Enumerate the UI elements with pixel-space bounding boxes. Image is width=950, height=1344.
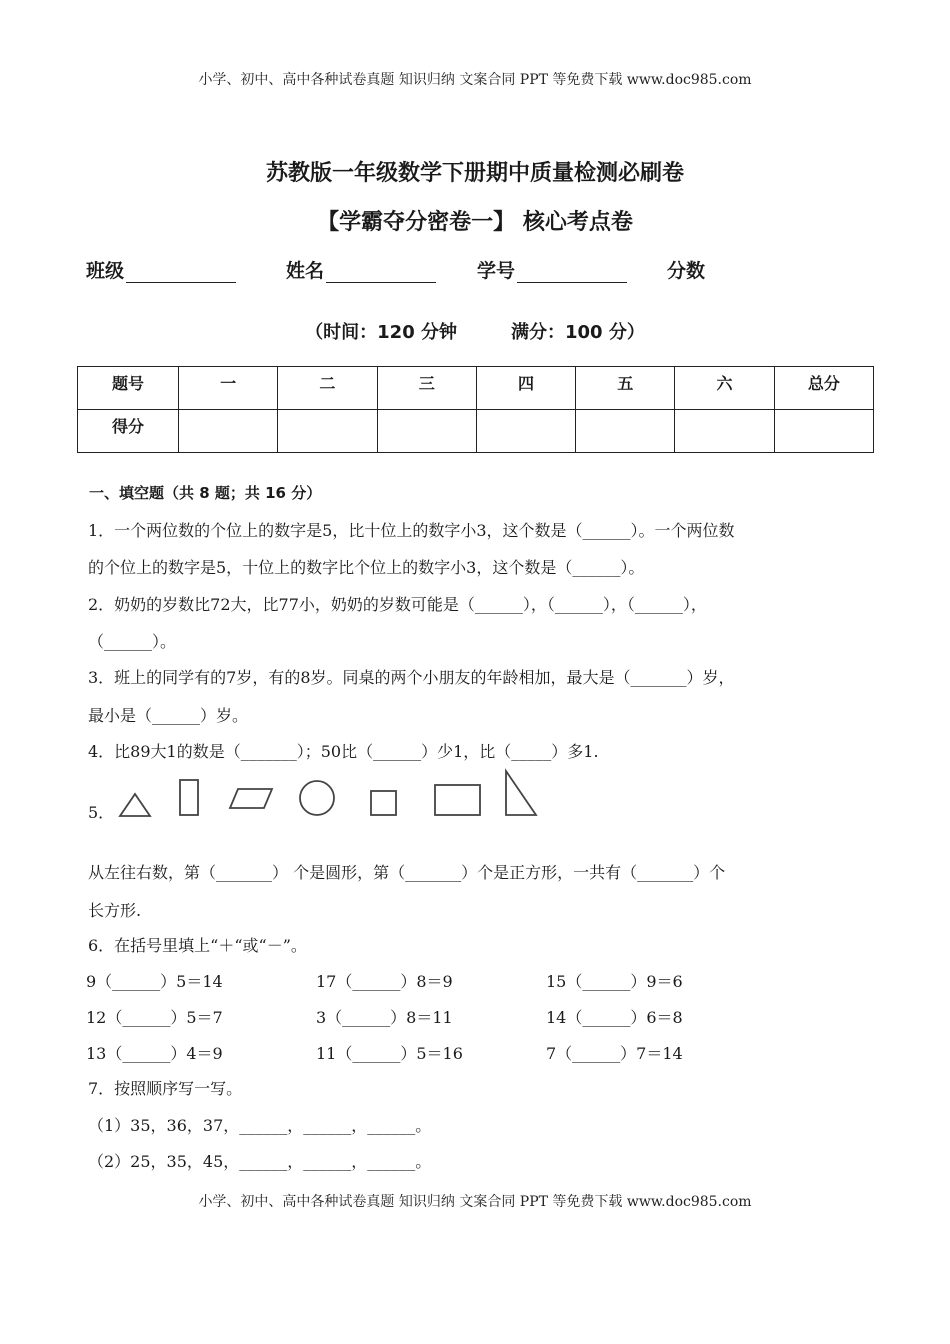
question-1-line-1: 1．一个两位数的个位上的数字是5，比十位上的数字小3，这个数是（______）。一个两位数: [88, 521, 735, 540]
score-cell[interactable]: [774, 410, 873, 453]
wide-rectangle-icon: [432, 782, 484, 818]
score-header-cell: 四: [476, 367, 575, 410]
exam-time-bar: [0, 318, 950, 344]
question-5-line-1: 从左往右数，第（_______） 个是圆形，第（_______）个是正方形，一共有（_______）个: [88, 863, 726, 882]
circle-icon: [297, 778, 337, 818]
equation: 9（______）5＝14: [86, 972, 223, 991]
equation: 15（______）9＝6: [546, 972, 683, 991]
page-subtitle: 【学霸夺分密卷一】 核心考点卷: [317, 210, 633, 235]
question-3-line-2: 最小是（______）岁。: [88, 706, 249, 725]
question-2-line-2: （______）。: [88, 632, 177, 651]
footer-banner: 小学、初中、高中各种试卷真题 知识归纳 文案合同 PPT 等免费下载 www.doc985.com: [198, 1194, 752, 1210]
header-banner: 小学、初中、高中各种试卷真题 知识归纳 文案合同 PPT 等免费下载 www.doc985.com: [198, 72, 752, 88]
question-6-title: 6．在括号里填上“＋“或“－”。: [88, 936, 307, 955]
question-1-line-2: 的个位上的数字是5，十位上的数字比个位上的数字小3，这个数是（______）。: [88, 558, 645, 577]
score-header-cell: 三: [377, 367, 476, 410]
right-triangle-icon: [502, 768, 540, 818]
score-label: 分数: [667, 260, 706, 282]
class-label: 班级: [86, 260, 125, 282]
name-label: 姓名: [286, 260, 325, 282]
square-icon: [368, 788, 400, 818]
page-title: 苏教版一年级数学下册期中质量检测必刷卷: [265, 161, 684, 186]
question-7-title: 7．按照顺序写一写。: [88, 1079, 243, 1098]
number-label: 学号: [477, 260, 516, 282]
question-7-item-1: （1）35，36，37，______，______，______。: [88, 1116, 432, 1135]
exam-full-score: 满分：100 分）: [511, 322, 645, 343]
parallelogram-icon: [228, 787, 274, 811]
score-header-cell: 一: [179, 367, 278, 410]
score-cell[interactable]: [179, 410, 278, 453]
tall-rectangle-icon: [178, 778, 202, 818]
score-cell[interactable]: [377, 410, 476, 453]
section-title: 一、填空题（共 8 题；共 16 分）: [89, 484, 322, 502]
equation: 17（______）8＝9: [316, 972, 453, 991]
equation: 12（______）5＝7: [86, 1008, 223, 1027]
question-5-number: 5．: [88, 803, 115, 822]
score-cell[interactable]: [476, 410, 575, 453]
equation: 7（______）7＝14: [546, 1044, 683, 1063]
question-3-line-1: 3．班上的同学有的7岁，有的8岁。同桌的两个小朋友的年龄相加，最大是（_______）岁，: [88, 668, 735, 687]
score-header-cell: 二: [278, 367, 377, 410]
equation: 14（______）6＝8: [546, 1008, 683, 1027]
number-blank[interactable]: [517, 262, 627, 283]
question-5-line-2: 长方形.: [88, 901, 142, 920]
score-cell[interactable]: [278, 410, 377, 453]
exam-time: （时间：120 分钟: [305, 322, 457, 343]
equation: 11（______）5＝16: [316, 1044, 463, 1063]
name-field[interactable]: [286, 256, 436, 283]
equation: 13（______）4＝9: [86, 1044, 223, 1063]
score-header-cell: 总分: [774, 367, 873, 410]
equation: 3（______）8＝11: [316, 1008, 453, 1027]
triangle-icon: [118, 792, 152, 818]
class-blank[interactable]: [126, 262, 236, 283]
class-field[interactable]: [86, 256, 236, 283]
name-blank[interactable]: [326, 262, 436, 283]
score-field: [667, 256, 705, 283]
score-table-header-row: [78, 367, 874, 410]
score-table: [77, 366, 874, 453]
score-row-label: 得分: [78, 410, 179, 453]
question-2-line-1: 2．奶奶的岁数比72大，比77小，奶奶的岁数可能是（______），（______），（______），: [88, 595, 707, 614]
score-header-cell: 五: [576, 367, 675, 410]
score-header-cell: 题号: [78, 367, 179, 410]
score-header-cell: 六: [675, 367, 774, 410]
number-field[interactable]: [477, 256, 627, 283]
score-table-row: [78, 410, 874, 453]
score-cell[interactable]: [576, 410, 675, 453]
question-7-item-2: （2）25，35，45，______，______，______。: [88, 1152, 432, 1171]
score-cell[interactable]: [675, 410, 774, 453]
question-4-line-1: 4．比89大1的数是（_______）；50比（______）少1，比（_____）多1.: [88, 742, 599, 761]
